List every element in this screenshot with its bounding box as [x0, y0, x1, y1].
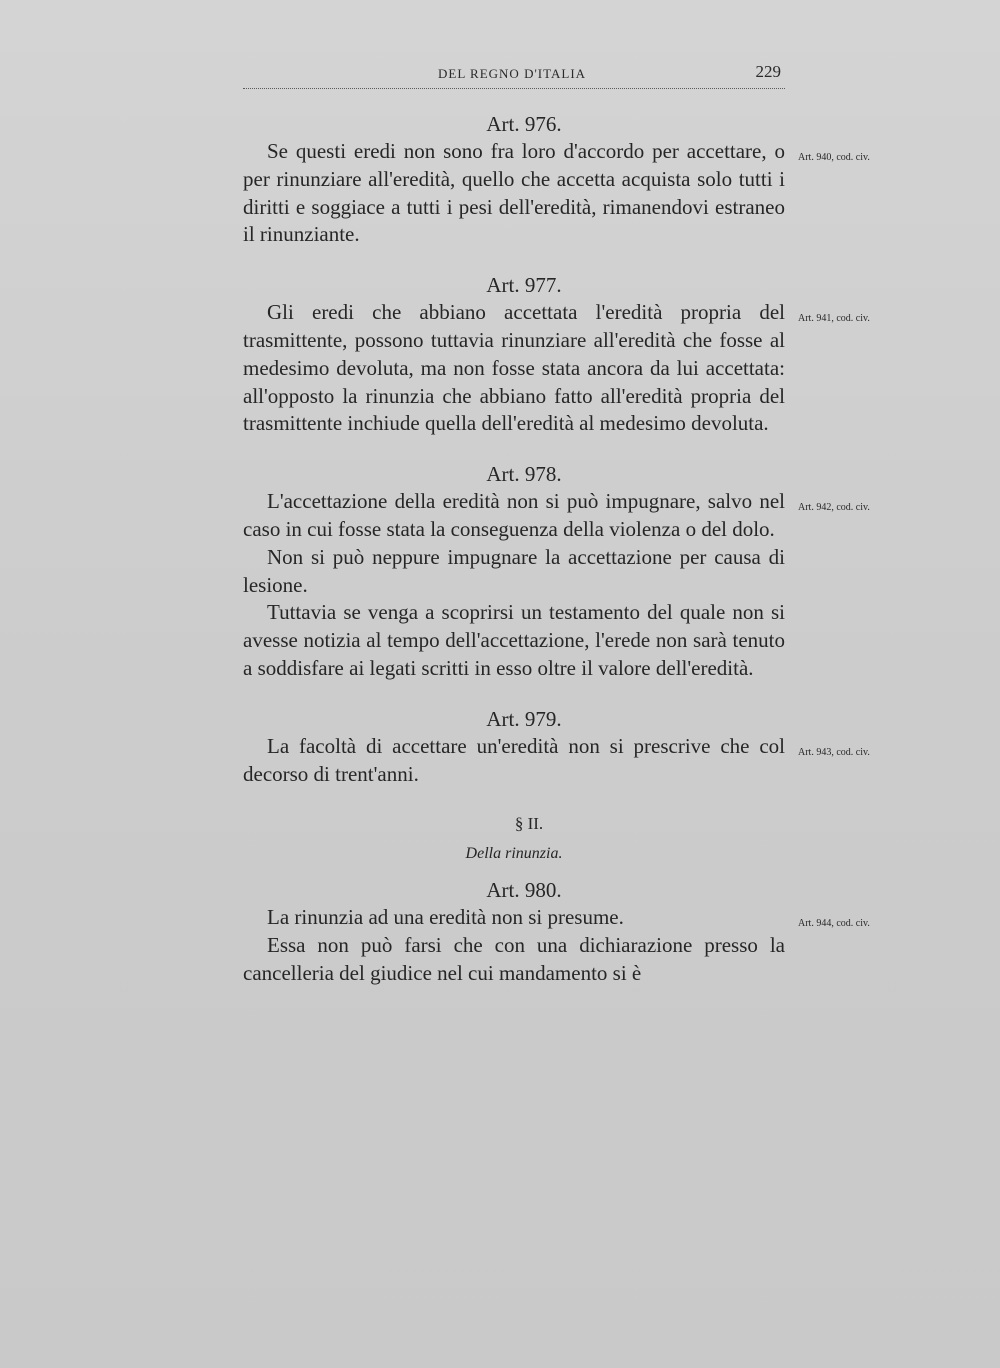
article-977-paragraph-1 — [243, 299, 870, 438]
article-978-margin-note: Art. 942, cod. civ. — [798, 502, 870, 514]
article-978-text-1: L'accettazione della eredità non si può impugnare, salvo nel caso in cui fosse stata la conseguenza della violenza o del dolo. — [243, 489, 785, 541]
section-sign: § II. — [514, 814, 544, 834]
page-number: 229 — [755, 62, 781, 81]
article-977-margin-note: Art. 941, cod. civ. — [798, 313, 870, 325]
article-976-paragraph-1 — [243, 138, 870, 249]
running-head: DEL REGNO D'ITALIA — [438, 66, 587, 81]
article-977-text-1: Gli eredi che abbiano accettata l'eredità propria del trasmittente, possono tuttavia rinunziare all'eredità che fosse al medesimo devoluta, ma non fosse stata ancora da lui accettata: all'opposto la rinunzia che abbiano fatto all'eredità propria del trasmittente inchiude quella dell'eredità al medesimo devoluta. — [243, 300, 785, 436]
article-976-margin-note: Art. 940, cod. civ. — [798, 152, 870, 163]
article-979-margin-note: Art. 943, cod. civ. — [798, 746, 870, 758]
article-980-heading: Art. 980. — [486, 878, 562, 903]
section-title: Della rinunzia. — [465, 845, 563, 863]
page-header — [243, 62, 785, 89]
article-980-paragraph-1 — [243, 904, 870, 932]
article-978-paragraph-2: Non si può neppure impugnare la accettazione per causa di lesione. — [243, 544, 785, 597]
article-976-heading: Art. 976. — [486, 112, 562, 136]
article-980-paragraph-2: Essa non può farsi che con una dichiarazione presso la cancelleria del giudice nel cui mandamento si è — [243, 933, 785, 985]
article-980-margin-note: Art. 944, cod. civ. — [798, 918, 870, 930]
article-978-heading: Art. 978. — [486, 462, 562, 487]
article-978-paragraph-3: Tuttavia se venga a scoprirsi un testamento del quale non si avesse notizia al tempo dell'accettazione, l'erede non sarà tenuto a soddisfare ai legati scritti in esso oltre il valore dell'eredità. — [243, 600, 785, 680]
article-979-heading: Art. 979. — [486, 706, 562, 731]
article-977-heading: Art. 977. — [486, 273, 562, 298]
article-978-paragraph-1 — [243, 488, 870, 544]
article-976-text-1: Se questi eredi non sono fra loro d'accordo per accettare, o per rinunziare all'eredità, quello che accetta acquista solo tutti i diritti e soggiace a tutti i pesi dell'eredità, rimanendovi estraneo il rinunziante. — [243, 139, 785, 247]
article-979-text-1: La facoltà di accettare un'eredità non si prescrive che col decorso di trent'anni. — [243, 733, 785, 786]
body-column — [243, 110, 870, 988]
article-979-paragraph-1 — [243, 733, 870, 789]
article-980-text-1: La rinunzia ad una eredità non si presume. — [267, 905, 624, 930]
